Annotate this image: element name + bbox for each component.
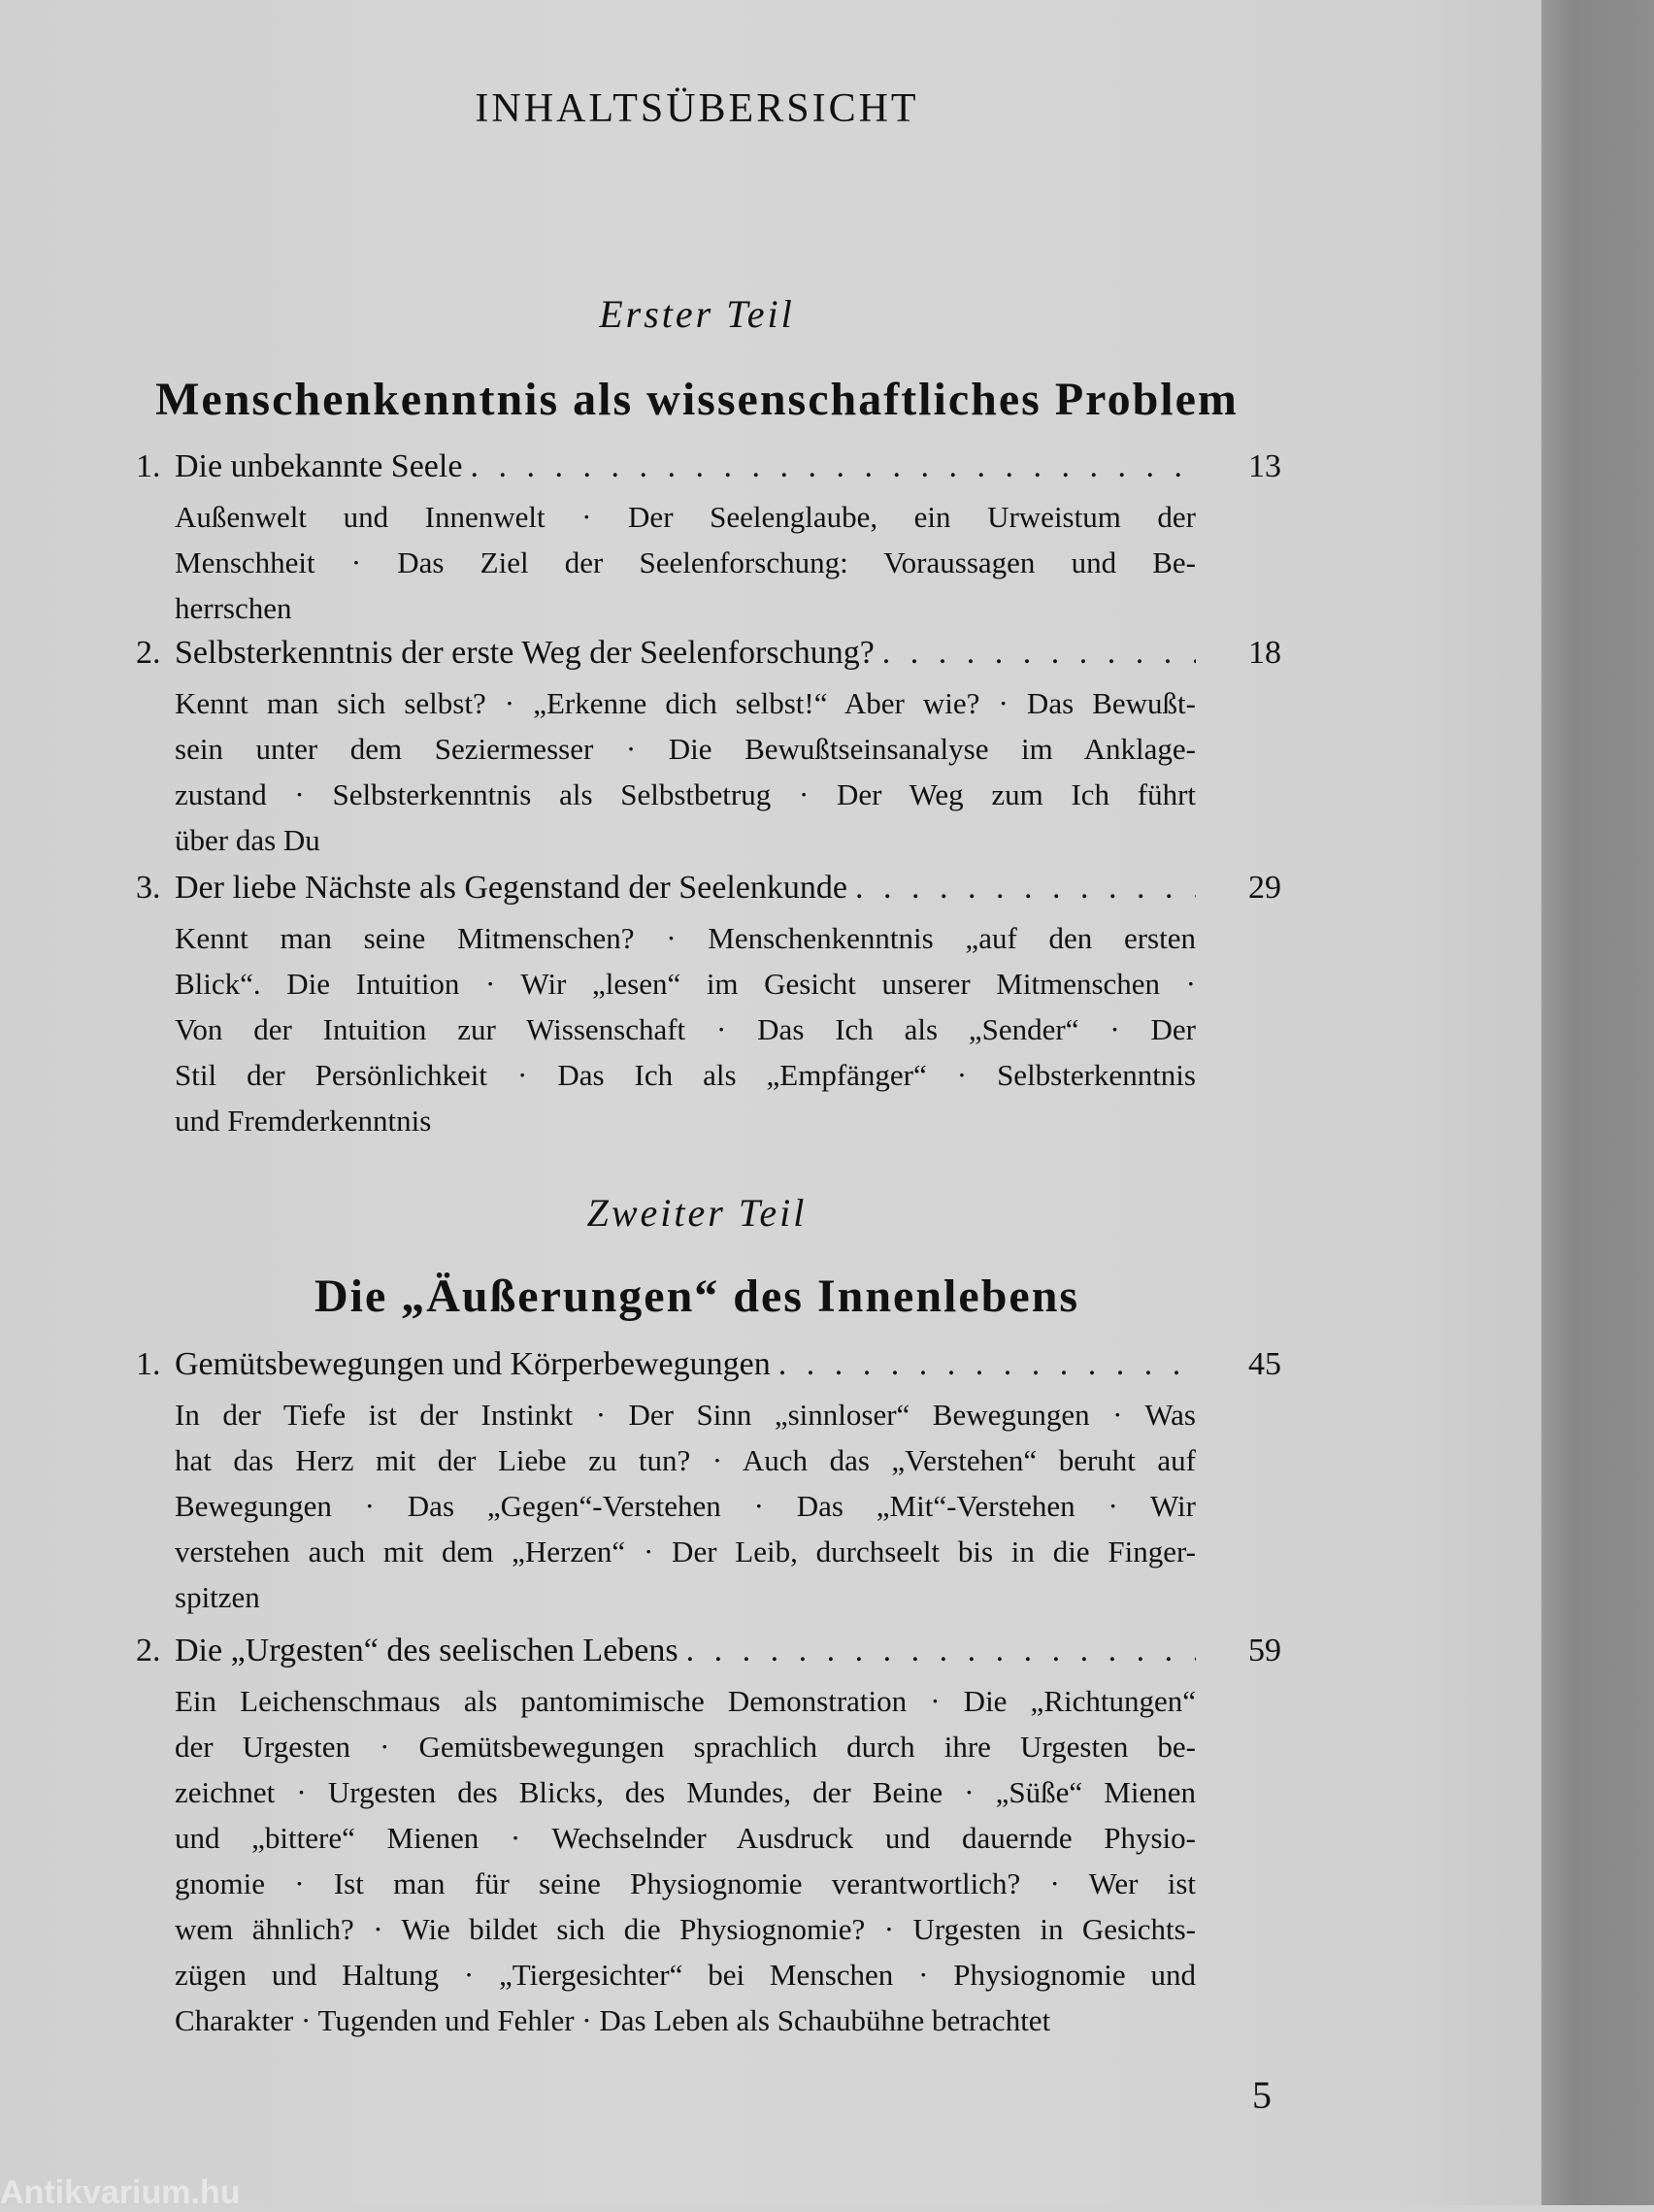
entry-title-row [136,1346,1281,1392]
description-line: Charakter · Tugenden und Fehler · Das Leben als Schaubühne betrachtet [175,2003,1051,2037]
entry-title: Die „Urgesten“ des seelischen Lebens [175,1633,678,1668]
entry-title: Gemütsbewegungen und Körperbewegungen [175,1346,771,1382]
entry-title-row [136,448,1281,494]
page-title: INHALTSÜBERSICHT [475,86,919,131]
part-label: Erster Teil [599,292,795,336]
entry-title-row [136,870,1281,915]
entry-number: 1. [136,1346,161,1382]
dot-leader [855,870,1196,907]
dot-leader [686,1633,1196,1669]
description-line: zügen und Haltung · „Tiergesichter“ bei Menschen · Physiognomie und [175,1958,1196,1992]
toc-entry [136,1633,1281,2043]
description-line: Von der Intuition zur Wissenschaft · Das Ich als „Sender“ · Der [175,1012,1196,1046]
entry-number: 2. [136,1633,161,1668]
entry-number: 1. [136,448,161,484]
description-line: Menschheit · Das Ziel der Seelenforschung: Voraussagen und Be- [175,545,1196,579]
description-line: wem ähnlich? · Wie bildet sich die Physiognomie? · Urgesten in Gesichts- [175,1912,1196,1946]
description-line: hat das Herz mit der Liebe zu tun? · Auch das „Verstehen“ beruht auf [175,1443,1196,1477]
description-line: spitzen [175,1580,260,1614]
description-line: und „bittere“ Mienen · Wechselnder Ausdruck und dauernde Physio- [175,1821,1196,1855]
entry-title: Die unbekannte Seele [175,448,463,484]
entry-number: 2. [136,635,161,671]
description-line: Stil der Persönlichkeit · Das Ich als „Empfänger“ · Selbsterkenntnis [175,1058,1196,1092]
entry-page-number: 45 [1248,1346,1281,1382]
entry-page-number: 18 [1248,635,1281,671]
description-line: zustand · Selbsterkenntnis als Selbstbetrug · Der Weg zum Ich führt [175,777,1196,811]
description-line: über das Du [175,823,320,857]
description-line: zeichnet · Urgesten des Blicks, des Mundes, der Beine · „Süße“ Mienen [175,1775,1196,1809]
entry-page-number: 29 [1248,870,1281,906]
dot-leader [778,1346,1196,1383]
description-line: sein unter dem Seziermesser · Die Bewußtseinsanalyse im Anklage- [175,732,1196,766]
entry-page-number: 13 [1248,448,1281,484]
entry-page-number: 59 [1248,1633,1281,1668]
entry-title: Selbsterkenntnis der erste Weg der Seelenforschung? [175,635,875,671]
entry-title: Der liebe Nächste als Gegenstand der Seelenkunde [175,870,847,906]
entry-description [175,494,1196,631]
page-number: 5 [1252,2073,1272,2117]
dot-leader [470,448,1196,485]
description-line: Blick“. Die Intuition · Wir „lesen“ im Gesicht unserer Mitmenschen · [175,967,1196,1001]
entry-description [175,1678,1196,2043]
description-line: Bewegungen · Das „Gegen“-Verstehen · Das „Mit“-Verstehen · Wir [175,1489,1196,1523]
description-line: der Urgesten · Gemütsbewegungen sprachlich durch ihre Urgesten be- [175,1730,1196,1764]
description-line: Ein Leichenschmaus als pantomimische Demonstration · Die „Richtungen“ [175,1684,1196,1718]
part-heading: Die „Äußerungen“ des Innenlebens [314,1271,1080,1322]
description-line: herrschen [175,591,292,625]
description-line: und Fremderkenntnis [175,1104,432,1138]
background-edge [1541,0,1654,2205]
entry-description [175,1392,1196,1620]
entry-description [175,915,1196,1143]
toc-entry [136,448,1281,631]
description-line: In der Tiefe ist der Instinkt · Der Sinn „sinnloser“ Bewegungen · Was [175,1398,1196,1432]
dot-leader [882,635,1196,672]
description-line: Kennt man seine Mitmenschen? · Menschenkenntnis „auf den ersten [175,921,1196,955]
description-line: Außenwelt und Innenwelt · Der Seelenglaube, ein Urweistum der [175,500,1196,534]
entry-title-row [136,635,1281,680]
description-line: verstehen auch mit dem „Herzen“ · Der Leib, durchseelt bis in die Finger- [175,1535,1196,1568]
entry-title-row [136,1633,1281,1678]
part-label: Zweiter Teil [586,1191,808,1235]
part-heading: Menschenkenntnis als wissenschaftliches Problem [155,374,1239,425]
description-line: Kennt man sich selbst? · „Erkenne dich selbst!“ Aber wie? · Das Bewußt- [175,686,1196,720]
description-line: gnomie · Ist man für seine Physiognomie verantwortlich? · Wer ist [175,1866,1196,1900]
toc-entry [136,870,1281,1143]
watermark: Antikvarium.hu [0,2174,241,2211]
entry-description [175,680,1196,863]
toc-entry [136,1346,1281,1620]
entry-number: 3. [136,870,161,906]
toc-entry [136,635,1281,863]
